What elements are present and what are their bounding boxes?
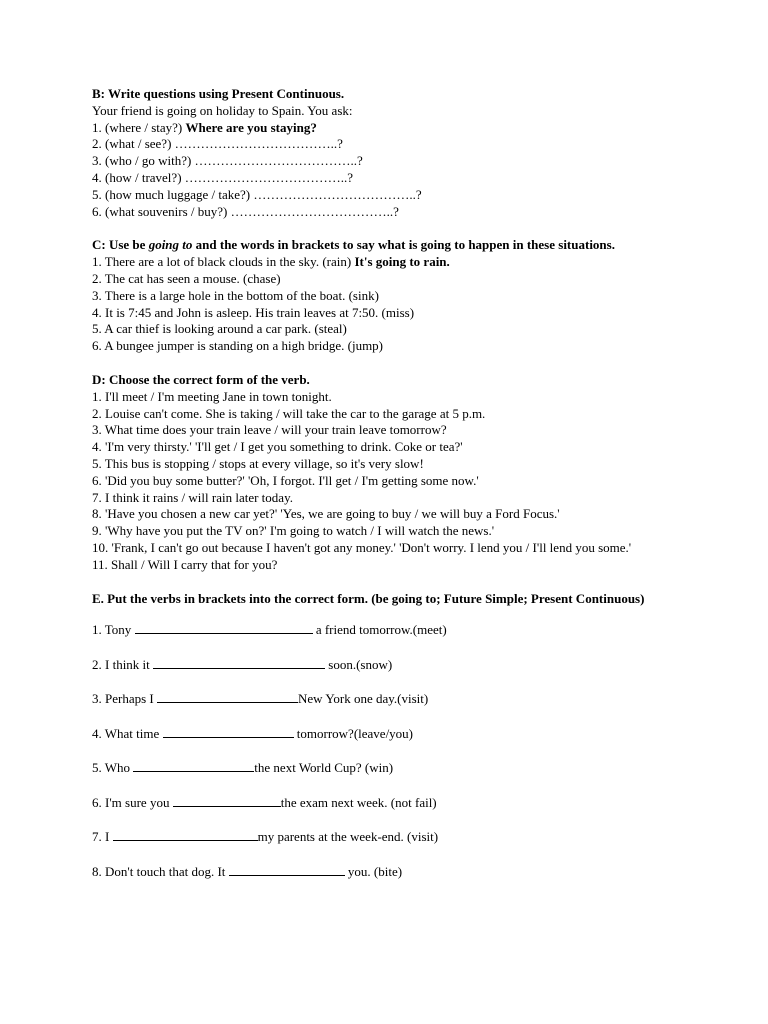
section-d-heading: D: Choose the correct form of the verb. xyxy=(92,371,310,387)
list-item: 3. There is a large hole in the bottom of the boat. (sink) xyxy=(92,287,379,303)
list-item: 1. (where / stay?) Where are you staying? xyxy=(92,119,317,135)
list-item: 6. A bungee jumper is standing on a high bridge. (jump) xyxy=(92,338,384,354)
list-item: 4. 'I'm very thirsty.' 'I'll get / I get you something to drink. Coke or tea?' xyxy=(92,439,463,455)
answer-blank[interactable] xyxy=(157,690,298,703)
answer-blank[interactable] xyxy=(135,621,313,634)
list-item: 3. Perhaps I New York one day.(visit) xyxy=(92,691,429,707)
list-item: 1. Tony a friend tomorrow.(meet) xyxy=(92,622,447,638)
list-item: 7. I think it rains / will rain later today. xyxy=(92,489,293,505)
answer-blank[interactable] xyxy=(133,759,254,772)
list-item: 10. 'Frank, I can't go out because I haven't got any money.' 'Don't worry. I lend you / I'll lend you some.' xyxy=(92,539,632,555)
section-e-heading: E. Put the verbs in brackets into the correct form. (be going to; Future Simple; Present Continuous) xyxy=(92,590,645,606)
list-item: 2. The cat has seen a mouse. (chase) xyxy=(92,270,281,286)
answer-blank[interactable] xyxy=(163,725,294,738)
list-item: 5. (how much luggage / take?) ………………………………..? xyxy=(92,186,422,202)
example-answer: Where are you staying? xyxy=(185,119,317,135)
list-item: 1. There are a lot of black clouds in the sky. (rain) It's going to rain. xyxy=(92,254,450,270)
section-d xyxy=(92,372,692,574)
list-item: 1. I'll meet / I'm meeting Jane in town tonight. xyxy=(92,388,332,404)
list-item: 11. Shall / Will I carry that for you? xyxy=(92,556,278,572)
answer-blank[interactable] xyxy=(153,656,325,669)
example-answer: It's going to rain. xyxy=(354,254,450,270)
answer-blank[interactable] xyxy=(113,828,258,841)
list-item: 9. 'Why have you put the TV on?' I'm going to watch / I will watch the news.' xyxy=(92,523,495,539)
list-item: 5. A car thief is looking around a car park. (steal) xyxy=(92,321,347,337)
list-item: 2. Louise can't come. She is taking / will take the car to the garage at 5 p.m. xyxy=(92,405,486,421)
list-item: 3. What time does your train leave / will your train leave tomorrow? xyxy=(92,422,447,438)
list-item: 8. Don't touch that dog. It you. (bite) xyxy=(92,863,403,879)
list-item: 5. Who the next World Cup? (win) xyxy=(92,760,394,776)
section-c xyxy=(92,237,692,355)
list-item: 6. (what souvenirs / buy?) ………………………………..? xyxy=(92,203,399,219)
list-item: 4. (how / travel?) ………………………………..? xyxy=(92,169,354,185)
list-item: 2. (what / see?) ………………………………..? xyxy=(92,136,343,152)
answer-blank[interactable] xyxy=(229,863,345,876)
answer-blank[interactable] xyxy=(173,794,281,807)
section-c-heading: C: Use be going to and the words in brackets to say what is going to happen in these situations. xyxy=(92,237,615,253)
list-item: 4. What time tomorrow?(leave/you) xyxy=(92,725,414,741)
list-item: 3. (who / go with?) ………………………………..? xyxy=(92,153,363,169)
list-item: 5. This bus is stopping / stops at every village, so it's very slow! xyxy=(92,455,424,471)
section-b xyxy=(92,86,692,220)
section-e xyxy=(92,591,692,881)
list-item: 8. 'Have you chosen a new car yet?' 'Yes, we are going to buy / we will buy a Ford Focus.' xyxy=(92,506,560,522)
section-b-intro: Your friend is going on holiday to Spain. You ask: xyxy=(92,102,353,118)
list-item: 2. I think it soon.(snow) xyxy=(92,656,393,672)
list-item: 6. I'm sure you the exam next week. (not fail) xyxy=(92,794,437,810)
worksheet-content xyxy=(92,86,692,898)
list-item: 4. It is 7:45 and John is asleep. His train leaves at 7:50. (miss) xyxy=(92,304,415,320)
section-b-heading: B: Write questions using Present Continuous. xyxy=(92,86,345,101)
list-item: 7. I my parents at the week-end. (visit) xyxy=(92,829,439,845)
list-item: 6. 'Did you buy some butter?' 'Oh, I forgot. I'll get / I'm getting some now.' xyxy=(92,472,479,488)
